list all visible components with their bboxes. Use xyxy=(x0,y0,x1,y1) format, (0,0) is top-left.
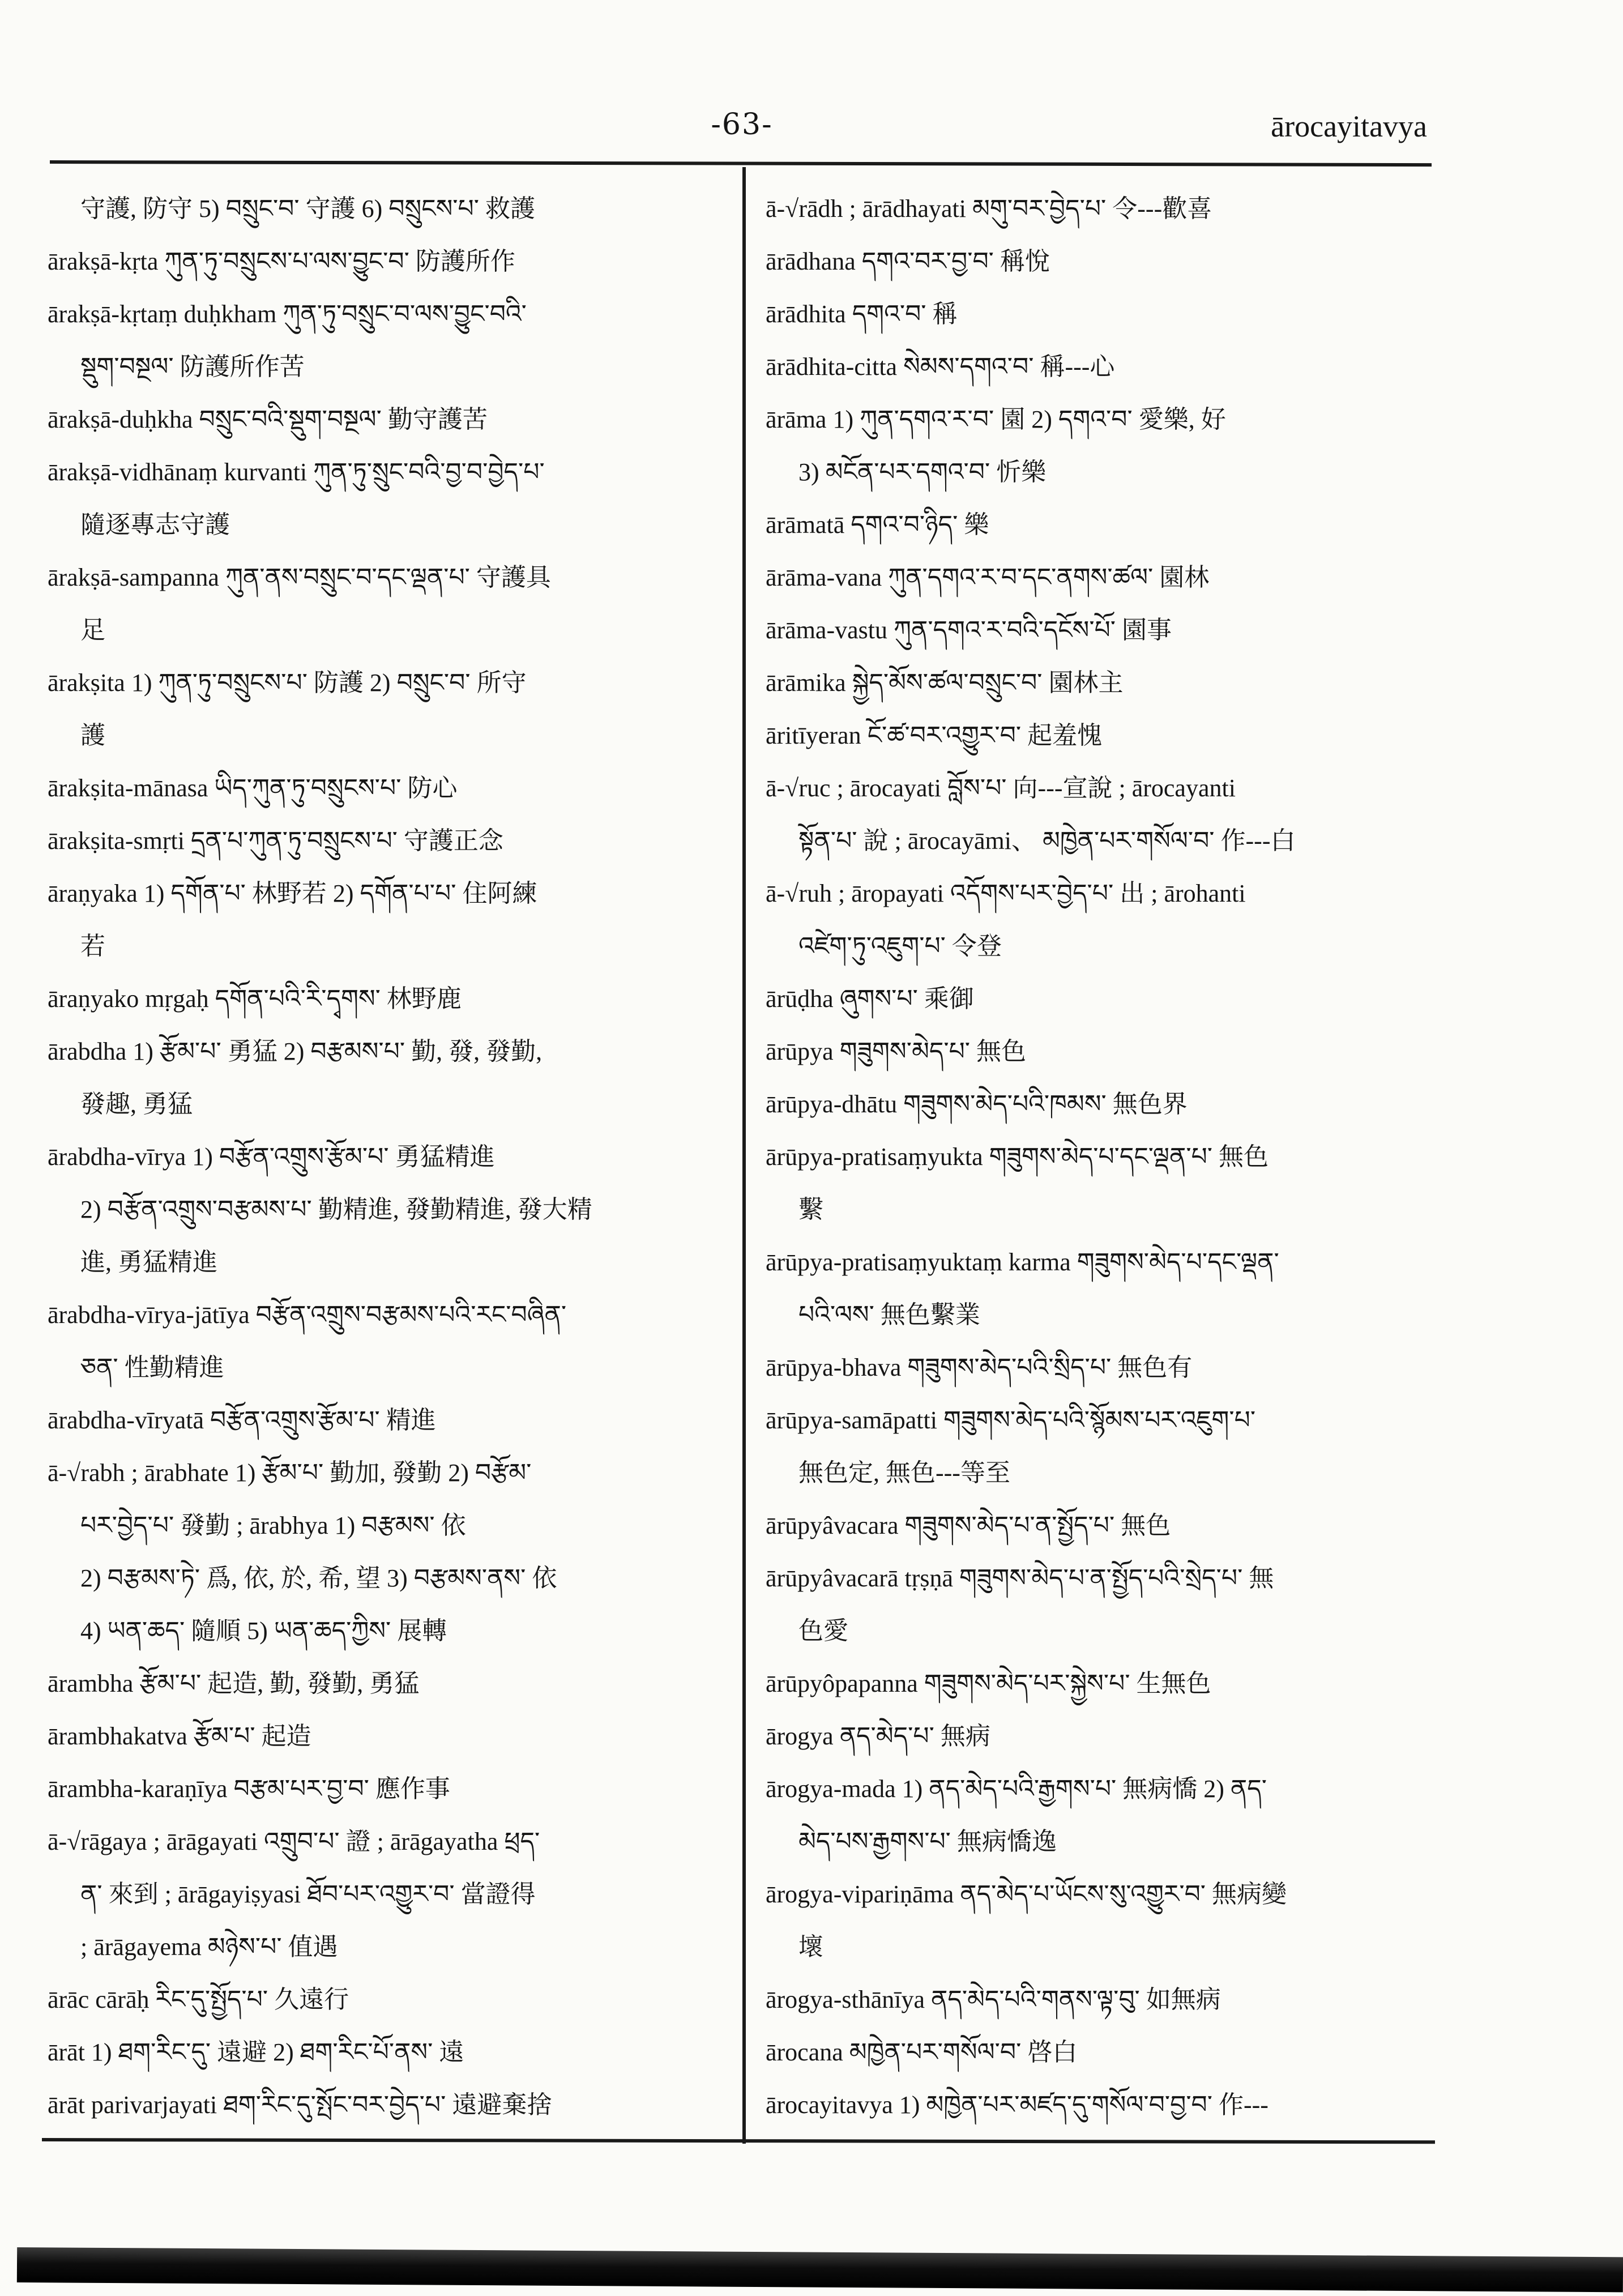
entry-line: ā-√ruh ; āropayati འདོགས་པར་བྱེད་པ་ 出 ; ārohanti xyxy=(766,880,1246,907)
entry-line: ārūpyôpapanna གཟུགས་མེད་པར་སྐྱེས་པ་ 生無色 xyxy=(766,1670,1211,1697)
entry-line: ārakṣita-mānasa ཡིད་ཀུན་ཏུ་བསྲུངས་པ་ 防心 xyxy=(48,774,458,802)
entry-line: 繫 xyxy=(798,1196,823,1223)
entry-line: ārāt 1) ཐག་རིང་དུ་ 遠避 2) ཐག་རིང་པོ་ནས་ 遠 xyxy=(48,2038,464,2066)
entry-line: ; ārāgayema མཉེས་པ་ 值遇 xyxy=(80,1933,338,1961)
entry-line: ārāma-vana ཀུན་དགའ་ར་བ་དང་ནགས་ཚལ་ 園林 xyxy=(766,564,1210,591)
scan-edge-strip xyxy=(17,2247,1623,2292)
entry-line: 2) བརྩོན་འགྲུས་བརྩམས་པ་ 勤精進, 發勤精進, 發大精 xyxy=(80,1196,592,1223)
entry-line: ཅན་ 性勤精進 xyxy=(80,1354,224,1381)
entry-line: ārāma-vastu ཀུན་དགའ་ར་བའི་དངོས་པོ་ 園事 xyxy=(766,616,1172,644)
entry-line: ārabdha-vīryatā བརྩོན་འགྲུས་རྩོམ་པ་ 精進 xyxy=(48,1406,436,1434)
entry-line: ārabdha 1) རྩོམ་པ་ 勇猛 2) བརྩམས་པ་ 勤, 發, 發勤, xyxy=(48,1038,543,1065)
entry-line: ārogya-sthānīya ནད་མེད་པའི་གནས་ལྟ་བུ་ 如無病 xyxy=(766,1986,1221,2013)
entry-line: 色愛 xyxy=(798,1617,848,1645)
entry-line: ārāmatā དགའ་བ་ཉིད་ 樂 xyxy=(766,511,989,539)
entry-line: ārūpya-dhātu གཟུགས་མེད་པའི་ཁམས་ 無色界 xyxy=(766,1090,1188,1118)
entry-line: ārambha-karaṇīya བརྩམ་པར་བྱ་བ་ 應作事 xyxy=(48,1775,450,1803)
entry-line: ārūpya-pratisaṃyuktaṃ karma གཟུགས་མེད་པ་དང་ལྡན་ xyxy=(766,1248,1279,1276)
entry-line: སྟོན་པ་ 說 ; ārocayāmi、 མཁྱེན་པར་གསོལ་བ་ 作---白 xyxy=(798,827,1296,855)
entry-line: ārādhita-citta སེམས་དགའ་བ་ 稱---心 xyxy=(766,353,1115,381)
entry-line: 無色定, 無色---等至 xyxy=(798,1459,1010,1487)
entry-line: ā-√rādh ; ārādhayati མགུ་བར་བྱེད་པ་ 令---歡喜 xyxy=(766,195,1212,223)
entry-line: ārūpya-pratisaṃyukta གཟུགས་མེད་པ་དང་ལྡན་པ་ 無色 xyxy=(766,1143,1269,1171)
entry-line: འཛེག་ཏུ་འཇུག་པ་ 令登 xyxy=(798,932,1002,960)
entry-line: ārambha རྩོམ་པ་ 起造, 勤, 發勤, 勇猛 xyxy=(48,1670,420,1697)
entry-line: ārocana མཁྱེན་པར་གསོལ་བ་ 啓白 xyxy=(766,2038,1078,2066)
entry-line: མེད་པས་རྒྱགས་པ་ 無病憍逸 xyxy=(798,1828,1057,1855)
entry-line: པའི་ལས་ 無色繫業 xyxy=(798,1301,980,1329)
entry-line: ārambhakatva རྩོམ་པ་ 起造 xyxy=(48,1722,311,1750)
entry-line: āritīyeran ངོ་ཚ་བར་འགྱུར་བ་ 起羞愧 xyxy=(766,722,1103,749)
entry-line: ārogya ནད་མེད་པ་ 無病 xyxy=(766,1722,990,1750)
page-number: -63- xyxy=(711,108,773,142)
entry-line: 護 xyxy=(80,722,105,749)
entry-line: ārāt parivarjayati ཐག་རིང་དུ་སྤོང་བར་བྱེད་པ་ 遠避棄捨 xyxy=(48,2091,552,2119)
entry-line: པར་བྱེད་པ་ 發勤 ; ārabhya 1) བརྩམས་ 依 xyxy=(80,1512,466,1539)
entry-line: ārakṣā-duḥkha བསྲུང་བའི་སྡུག་བསྔལ་ 勤守護苦 xyxy=(48,406,488,433)
entry-line: ārūpyâvacarā tṛṣṇā གཟུགས་མེད་པ་ན་སྤྱོད་པའི་སྲེད་པ་ 無 xyxy=(766,1564,1274,1592)
entry-line: ārakṣita 1) ཀུན་ཏུ་བསྲུངས་པ་ 防護 2) བསྲུང་བ་ 所守 xyxy=(48,669,527,697)
entry-line: 發趣, 勇猛 xyxy=(80,1090,193,1118)
entry-line: ā-√rabh ; ārabhate 1) རྩོམ་པ་ 勤加, 發勤 2) བརྩོམ་ xyxy=(48,1459,532,1487)
entry-line: 進, 勇猛精進 xyxy=(80,1248,217,1276)
entry-line: 隨逐專志守護 xyxy=(80,511,230,539)
entry-line: ārūpyâvacara གཟུགས་མེད་པ་ན་སྤྱོད་པ་ 無色 xyxy=(766,1512,1171,1539)
entry-line: ārakṣita-smṛti དྲན་པ་ཀུན་ཏུ་བསྲུངས་པ་ 守護正念 xyxy=(48,827,503,855)
entry-line: ārādhita དགའ་བ་ 稱 xyxy=(766,300,958,328)
entry-line: སྡུག་བསྔལ་ 防護所作苦 xyxy=(80,353,305,381)
entry-line: ārabdha-vīrya-jātīya བརྩོན་འགྲུས་བརྩམས་པའི་རང་བཞིན་ xyxy=(48,1301,567,1329)
entry-line: ārogya-vipariṇāma ནད་མེད་པ་ཡོངས་སུ་འགྱུར་བ་ 無病變 xyxy=(766,1880,1287,1908)
entry-line: ārogya-mada 1) ནད་མེད་པའི་རྒྱགས་པ་ 無病憍 2) ནད་ xyxy=(766,1775,1267,1803)
entry-line: ārocayitavya 1) མཁྱེན་པར་མཛད་དུ་གསོལ་བ་བྱ་བ་ 作--- xyxy=(766,2091,1268,2119)
running-head: ārocayitavya xyxy=(1271,109,1427,143)
entry-line: 足 xyxy=(80,616,105,644)
entry-line: 守護, 防守 5) བསྲུང་བ་ 守護 6) བསྲུངས་པ་ 救護 xyxy=(80,195,535,223)
column-divider xyxy=(742,167,746,2144)
top-rule xyxy=(50,160,1432,167)
entry-line: ārakṣā-sampanna ཀུན་ནས་བསྲུང་བ་དང་ལྡན་པ་ 守護具 xyxy=(48,564,551,591)
entry-line: ārakṣā-kṛtaṃ duḥkham ཀུན་ཏུ་བསྲུང་བ་ལས་བྱུང་བའི་ xyxy=(48,300,527,328)
entry-line: ā-√ruc ; ārocayati བློས་པ་ 向---宣說 ; ārocayanti xyxy=(766,774,1236,802)
entry-line: ārūḍha ཞུགས་པ་ 乘御 xyxy=(766,985,974,1013)
bottom-rule xyxy=(42,2138,1435,2144)
entry-line: ārūpya-bhava གཟུགས་མེད་པའི་སྲིད་པ་ 無色有 xyxy=(766,1354,1193,1381)
entry-line: ārādhana དགའ་བར་བྱ་བ་ 稱悅 xyxy=(766,247,1050,275)
entry-line: ན་ 來到 ; ārāgayiṣyasi ཐོབ་པར་འགྱུར་བ་ 當證得 xyxy=(80,1880,536,1908)
entry-line: ā-√rāgaya ; ārāgayati འགྲུབ་པ་ 證 ; ārāgayatha ཕྲད་ xyxy=(48,1828,540,1855)
entry-line: ārūpya-samāpatti གཟུགས་མེད་པའི་སྙོམས་པར་འཇུག་པ་ xyxy=(766,1406,1256,1434)
entry-line: 2) བརྩམས་ཏེ་ 爲, 依, 於, 希, 望 3) བརྩམས་ནས་ 依 xyxy=(80,1564,557,1592)
entry-line: ārūpya གཟུགས་མེད་པ་ 無色 xyxy=(766,1038,1027,1065)
entry-line: 4) ཡན་ཆད་ 隨順 5) ཡན་ཆད་ཀྱིས་ 展轉 xyxy=(80,1617,447,1645)
entry-line: ārāc cārāḥ རིང་དུ་སྤྱོད་པ་ 久遠行 xyxy=(48,1986,349,2013)
entry-line: 3) མངོན་པར་དགའ་བ་ 忻樂 xyxy=(798,458,1047,486)
entry-line: ārāmika སྐྱེད་མོས་ཚལ་བསྲུང་བ་ 園林主 xyxy=(766,669,1124,697)
entry-line: 若 xyxy=(80,932,105,960)
right-column xyxy=(766,182,1445,2131)
entry-line: 壞 xyxy=(798,1933,823,1961)
entry-line: ārakṣā-kṛta ཀུན་ཏུ་བསྲུངས་པ་ལས་བྱུང་བ་ 防護所作 xyxy=(48,247,515,275)
entry-line: āraṇyako mṛgaḥ དགོན་པའི་རི་དྭགས་ 林野鹿 xyxy=(48,985,462,1013)
entry-line: āraṇyaka 1) དགོན་པ་ 林野若 2) དགོན་པ་པ་ 住阿練 xyxy=(48,880,537,907)
left-column xyxy=(48,182,727,2131)
entry-line: ārāma 1) ཀུན་དགའ་ར་བ་ 園 2) དགའ་བ་ 愛樂, 好 xyxy=(766,406,1226,433)
entry-line: ārakṣā-vidhānaṃ kurvanti ཀུན་ཏུ་སྲུང་བའི་བྱ་བ་བྱེད་པ་ xyxy=(48,458,545,486)
entry-line: ārabdha-vīrya 1) བརྩོན་འགྲུས་རྩོམ་པ་ 勇猛精進 xyxy=(48,1143,495,1171)
